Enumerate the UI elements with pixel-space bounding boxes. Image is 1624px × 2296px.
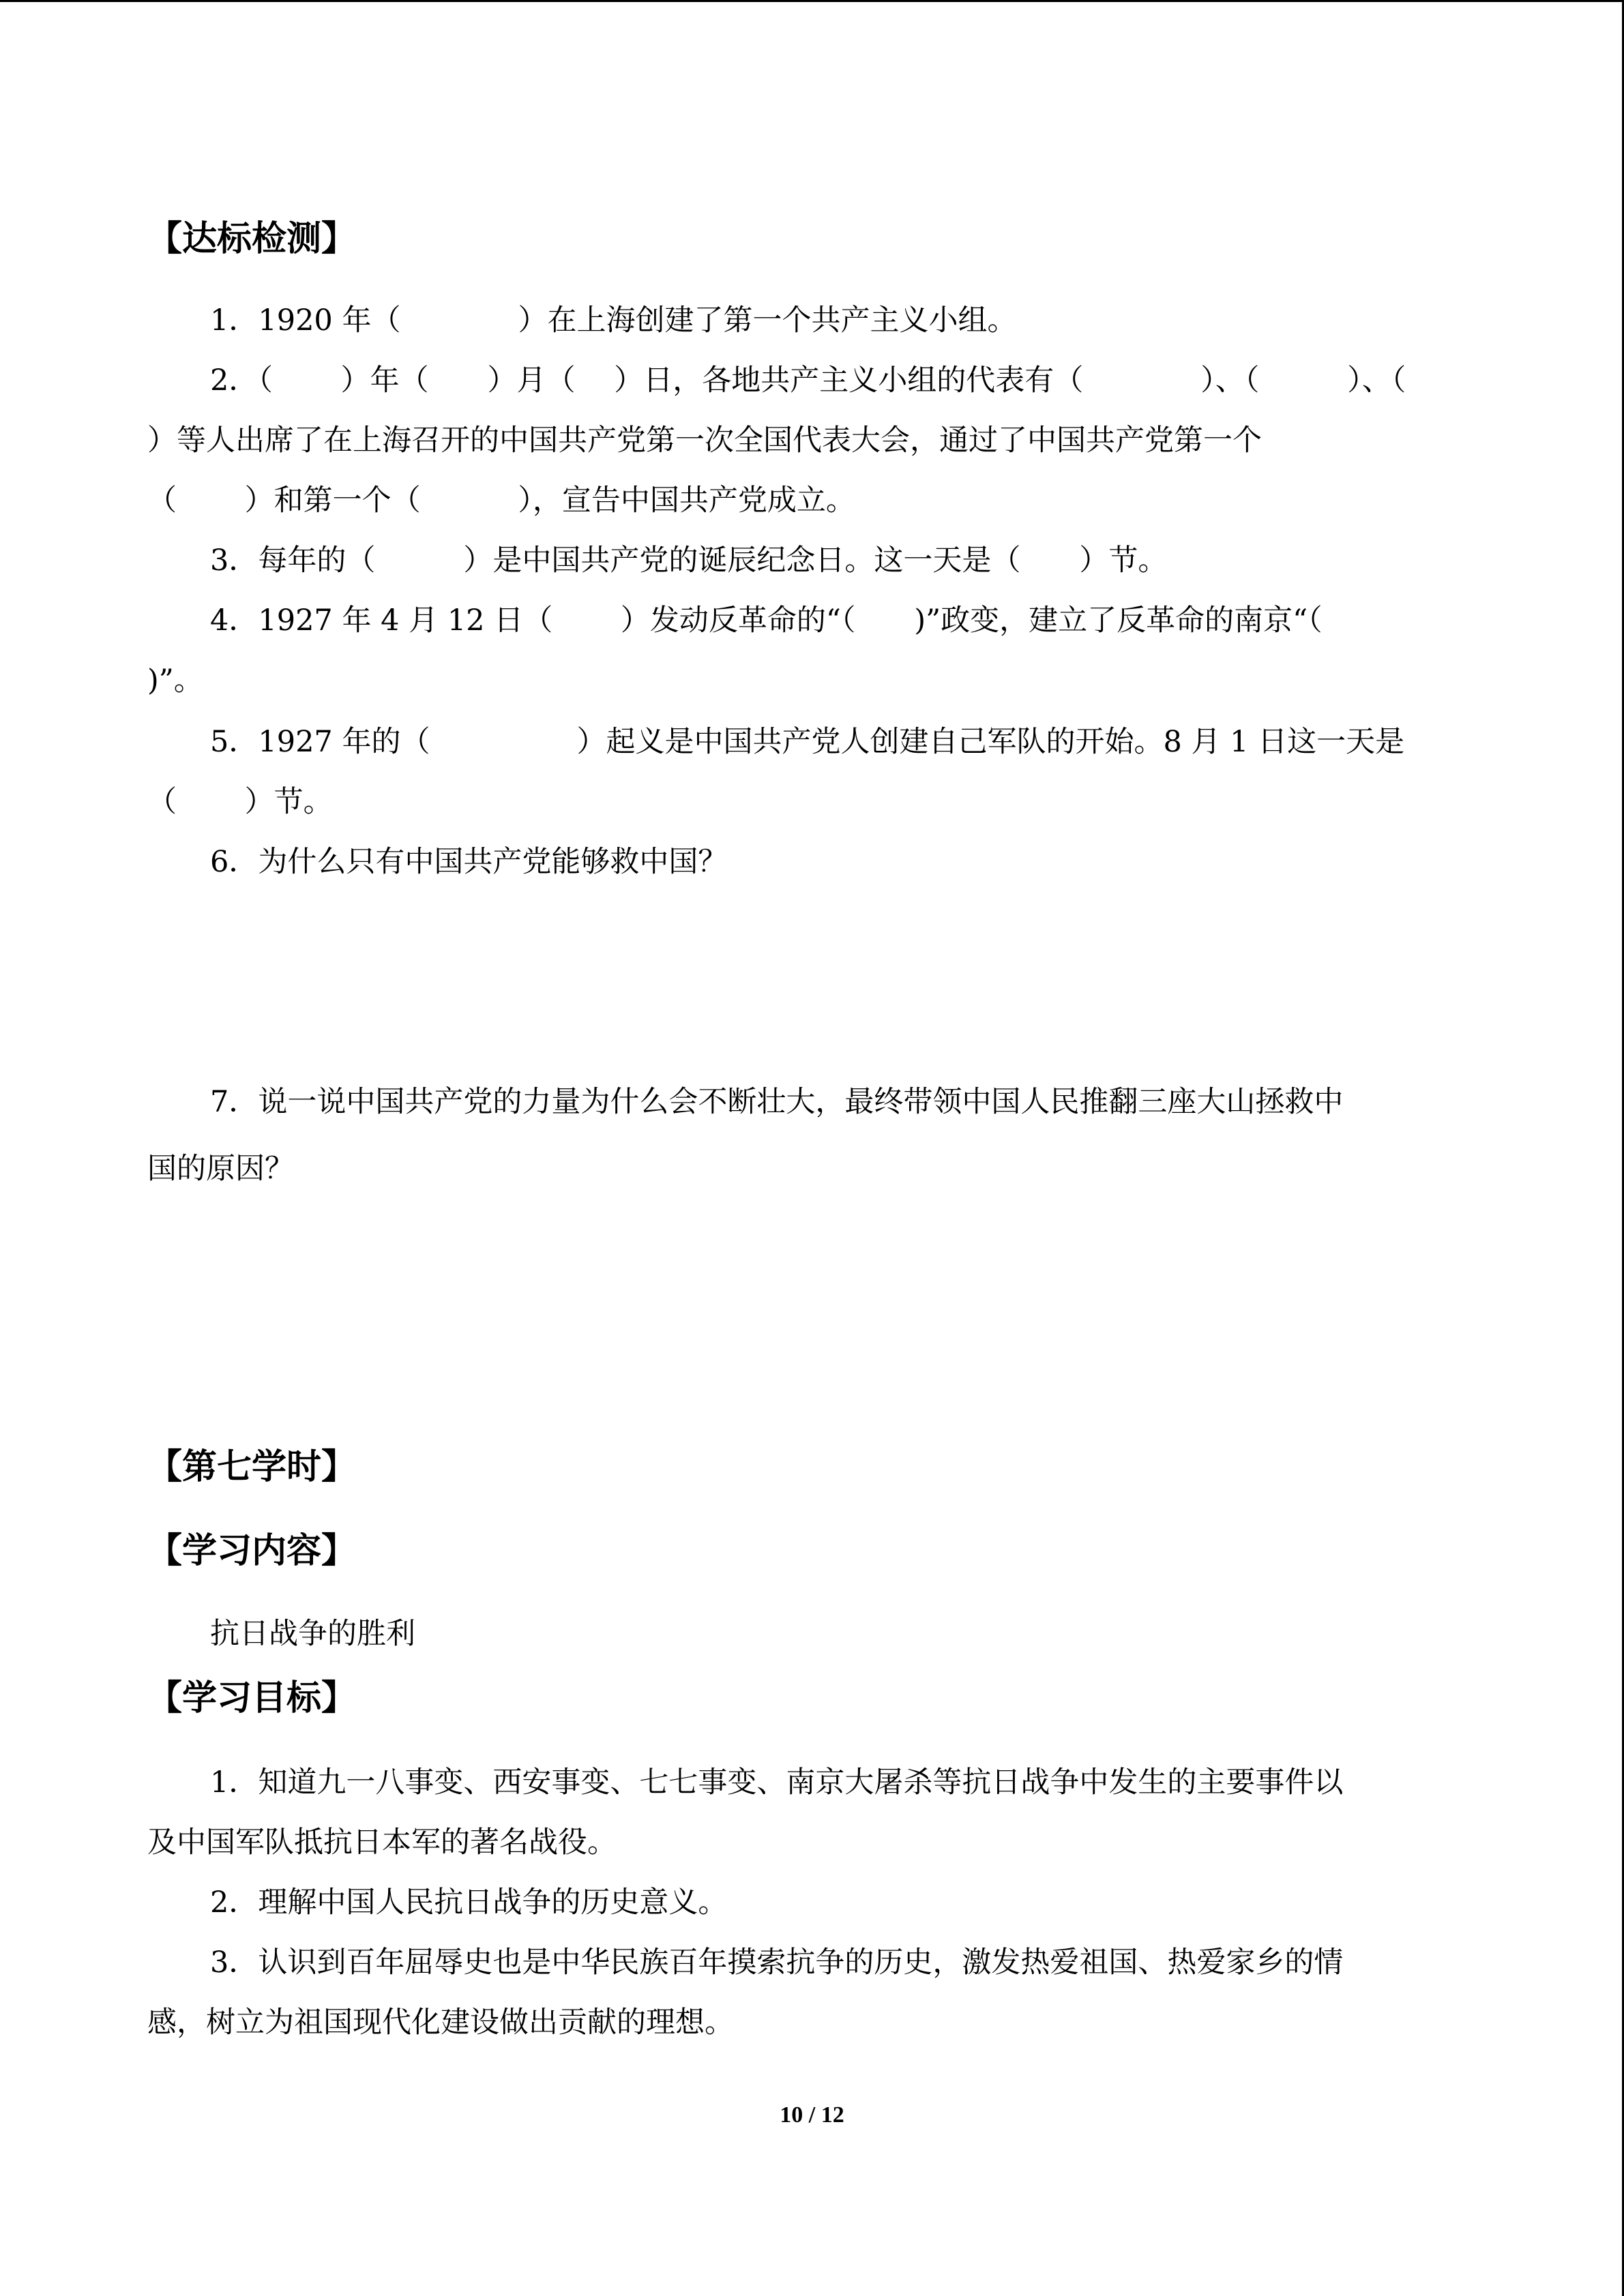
heading-learning-content: 【学习内容】 (147, 1531, 357, 1571)
page-number: 10 / 12 (780, 2102, 844, 2128)
page-border-top (0, 0, 1624, 2)
question-1: 1．1920 年（ ）在上海创建了第一个共产主义小组。 (210, 303, 1017, 338)
question-4-line-2: )”。 (147, 664, 203, 698)
question-7-line-2: 国的原因？ (147, 1152, 294, 1186)
goal-3-line-2: 感，树立为祖国现代化建设做出贡献的理想。 (147, 2006, 734, 2040)
question-6: 6．为什么只有中国共产党能够救中国？ (210, 845, 728, 879)
question-3: 3．每年的（ ）是中国共产党的诞辰纪念日。这一天是（ ）节。 (210, 543, 1168, 578)
heading-lesson-seven: 【第七学时】 (147, 1447, 357, 1487)
question-2-line-2: ）等人出席了在上海召开的中国共产党第一次全国代表大会，通过了中国共产党第一个 (147, 423, 1262, 458)
heading-learning-goals: 【学习目标】 (147, 1678, 357, 1718)
question-5-line-2: （ ）节。 (147, 785, 333, 819)
goal-1-line-2: 及中国军队抵抗日本军的著名战役。 (147, 1825, 617, 1860)
question-2-line-1: 2．（ ）年（ ）月（ ）日，各地共产主义小组的代表有（ ）、（ ）、（ (210, 363, 1406, 398)
goal-1-line-1: 1．知道九一八事变、西安事变、七七事变、南京大屠杀等抗日战争中发生的主要事件以 (210, 1765, 1344, 1800)
question-5-line-1: 5．1927 年的（ ）起义是中国共产党人创建自己军队的开始。8 月 1 日这一天是 (210, 725, 1405, 759)
learning-content-text: 抗日战争的胜利 (210, 1617, 415, 1651)
heading-check: 【达标检测】 (147, 219, 357, 259)
question-2-line-3: （ ）和第一个（ ），宣告中国共产党成立。 (147, 483, 855, 518)
question-4-line-1: 4．1927 年 4 月 12 日（ ）发动反革命的“（ )”政变，建立了反革命的南京“（ (210, 603, 1323, 638)
goal-3-line-1: 3．认识到百年屈辱史也是中华民族百年摸索抗争的历史，激发热爱祖国、热爱家乡的情 (210, 1945, 1344, 1980)
goal-2: 2．理解中国人民抗日战争的历史意义。 (210, 1885, 728, 1920)
question-7-line-1: 7．说一说中国共产党的力量为什么会不断壮大，最终带领中国人民推翻三座大山拯救中 (210, 1085, 1344, 1119)
